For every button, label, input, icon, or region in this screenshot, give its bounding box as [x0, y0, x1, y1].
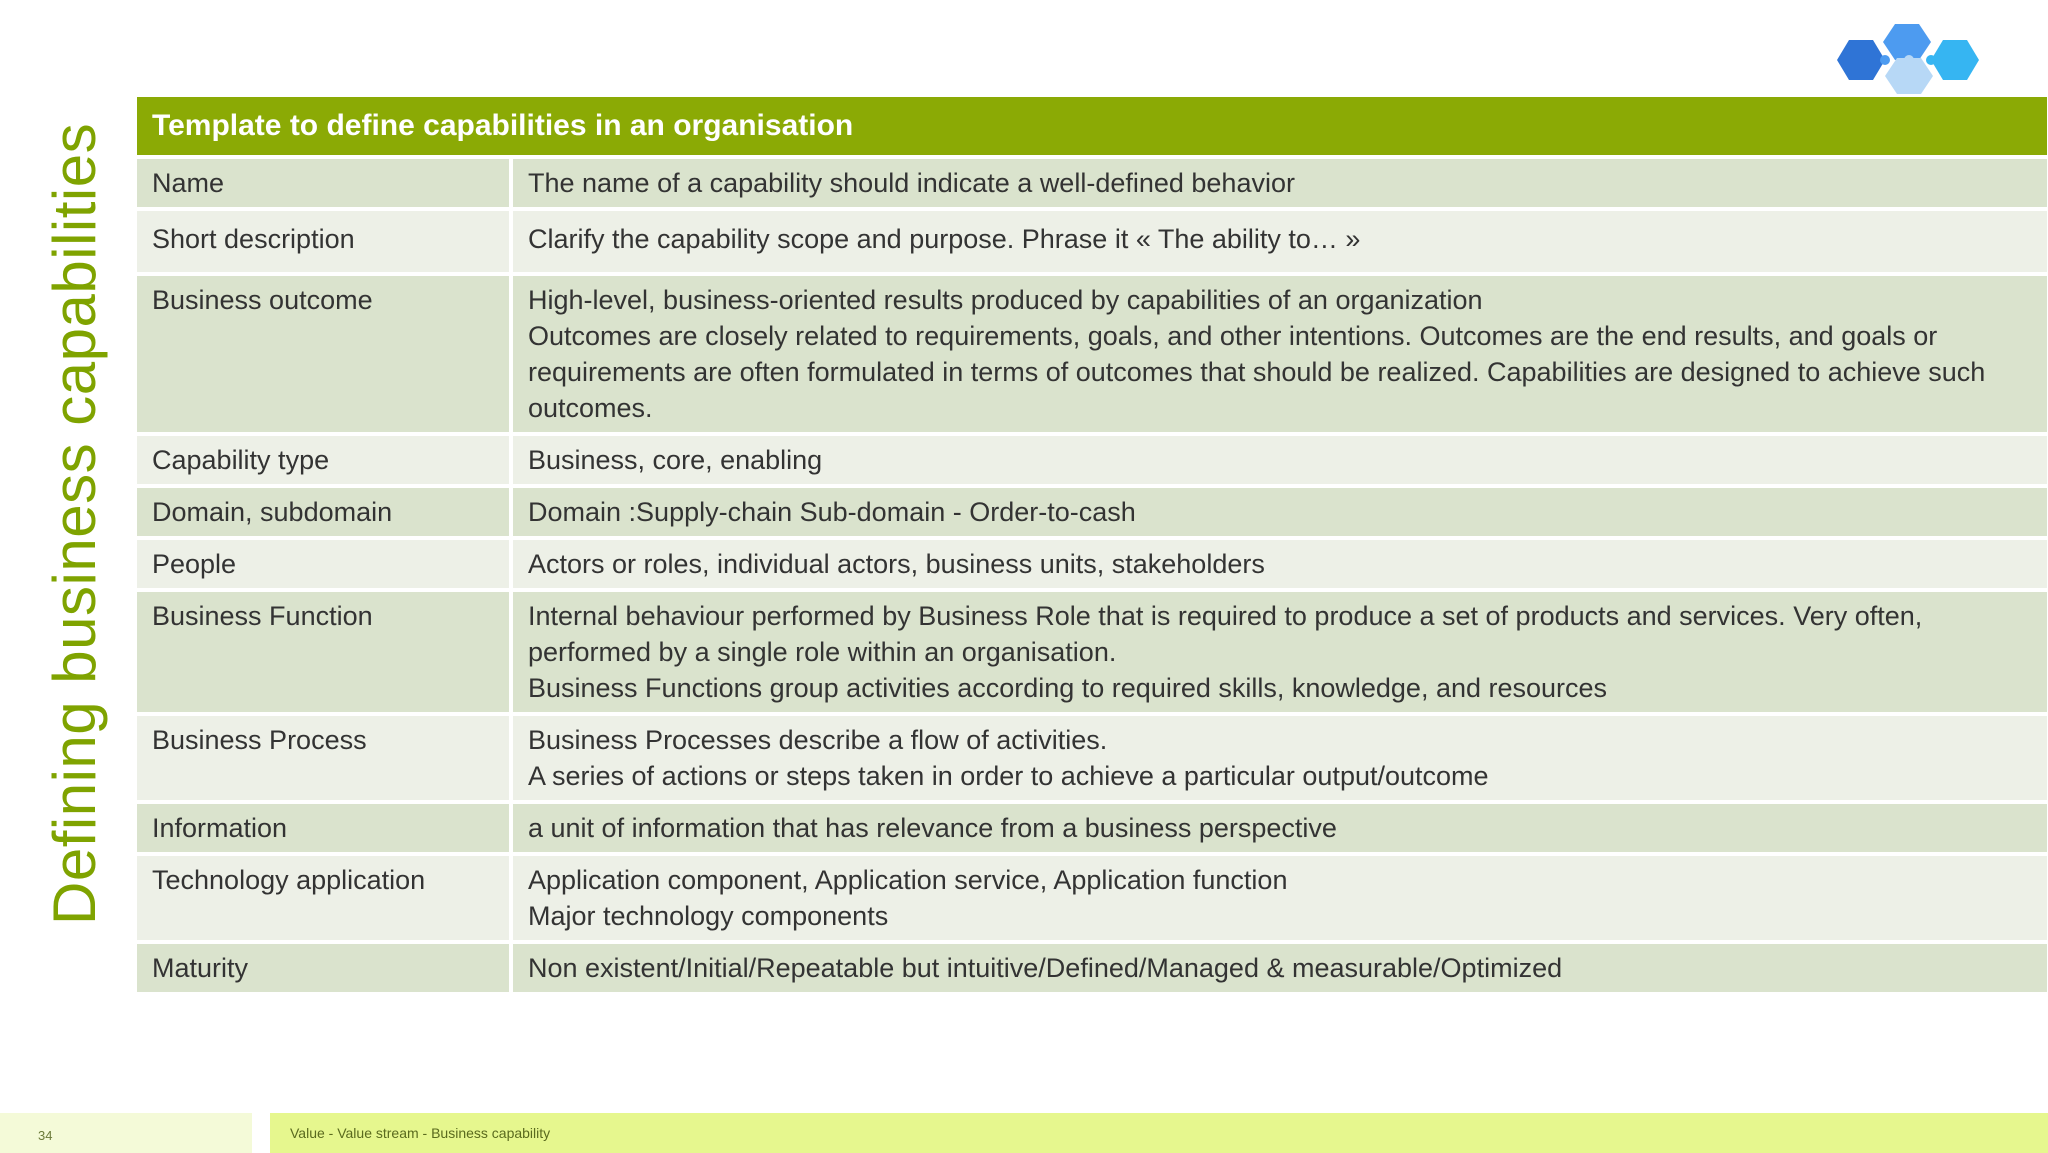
row-key: Name	[137, 159, 509, 207]
footer-text: Value - Value stream - Business capability	[290, 1125, 551, 1141]
row-key: Domain, subdomain	[137, 488, 509, 536]
row-key: Short description	[137, 211, 509, 272]
row-value	[513, 592, 2047, 712]
row-value-line: Internal behaviour performed by Business Role that is required to produce a set of products and services. Very often, performed by a single role within an organisation.	[528, 601, 1923, 667]
row-value	[513, 488, 2047, 536]
row-key: Business Function	[137, 592, 509, 712]
table-row-short-description	[137, 211, 2047, 272]
row-value	[513, 856, 2047, 940]
capabilities-table	[137, 97, 2047, 996]
row-value	[513, 276, 2047, 432]
row-value	[513, 436, 2047, 484]
row-value-line: Non existent/Initial/Repeatable but intuitive/Defined/Managed & measurable/Optimized	[528, 953, 1563, 983]
table-row-information	[137, 804, 2047, 852]
row-value-line: High-level, business-oriented results produced by capabilities of an organization	[528, 285, 1483, 315]
row-value-line: Application component, Application service, Application function	[528, 865, 1288, 895]
table-row-capability-type	[137, 436, 2047, 484]
row-key: Technology application	[137, 856, 509, 940]
row-key: Maturity	[137, 944, 509, 992]
row-key: People	[137, 540, 509, 588]
table-row-domain-subdomain	[137, 488, 2047, 536]
row-value	[513, 211, 2047, 272]
table-row-business-process	[137, 716, 2047, 800]
row-value	[513, 804, 2047, 852]
row-value	[513, 159, 2047, 207]
puzzle-hexagons-icon	[1825, 22, 2005, 98]
row-value-line: Business, core, enabling	[528, 445, 823, 475]
row-value-line: Outcomes are closely related to requirements, goals, and other intentions. Outcomes are the end results, and goals or requirements are often formulated in terms of outcomes that should be realized. Capabilities are designed to achieve such outcomes.	[528, 321, 1986, 423]
row-key: Capability type	[137, 436, 509, 484]
row-value-line: The name of a capability should indicate a well-defined behavior	[528, 168, 1295, 198]
table-row-technology-application	[137, 856, 2047, 940]
row-value-line: Business Functions group activities according to required skills, knowledge, and resources	[528, 673, 1608, 703]
table-row-name	[137, 159, 2047, 207]
table-row-people	[137, 540, 2047, 588]
row-value-line: A series of actions or steps taken in order to achieve a particular output/outcome	[528, 761, 1489, 791]
table-title: Template to define capabilities in an organisation	[137, 97, 2047, 155]
table-row-maturity	[137, 944, 2047, 992]
row-key: Business outcome	[137, 276, 509, 432]
row-value	[513, 716, 2047, 800]
table-row-business-function	[137, 592, 2047, 712]
row-value-line: Clarify the capability scope and purpose. Phrase it « The ability to… »	[528, 224, 1361, 254]
row-key: Business Process	[137, 716, 509, 800]
row-value-line: Actors or roles, individual actors, business units, stakeholders	[528, 549, 1265, 579]
page-number: 34	[38, 1128, 53, 1143]
row-value-line: Major technology components	[528, 901, 889, 931]
row-value-line: a unit of information that has relevance from a business perspective	[528, 813, 1337, 843]
row-key: Information	[137, 804, 509, 852]
row-value	[513, 944, 2047, 992]
row-value-line: Business Processes describe a flow of activities.	[528, 725, 1108, 755]
row-value	[513, 540, 2047, 588]
row-value-line: Domain :Supply-chain Sub-domain - Order-to-cash	[528, 497, 1136, 527]
slide-side-title: Defining business capabilities	[41, 122, 108, 925]
table-row-business-outcome	[137, 276, 2047, 432]
